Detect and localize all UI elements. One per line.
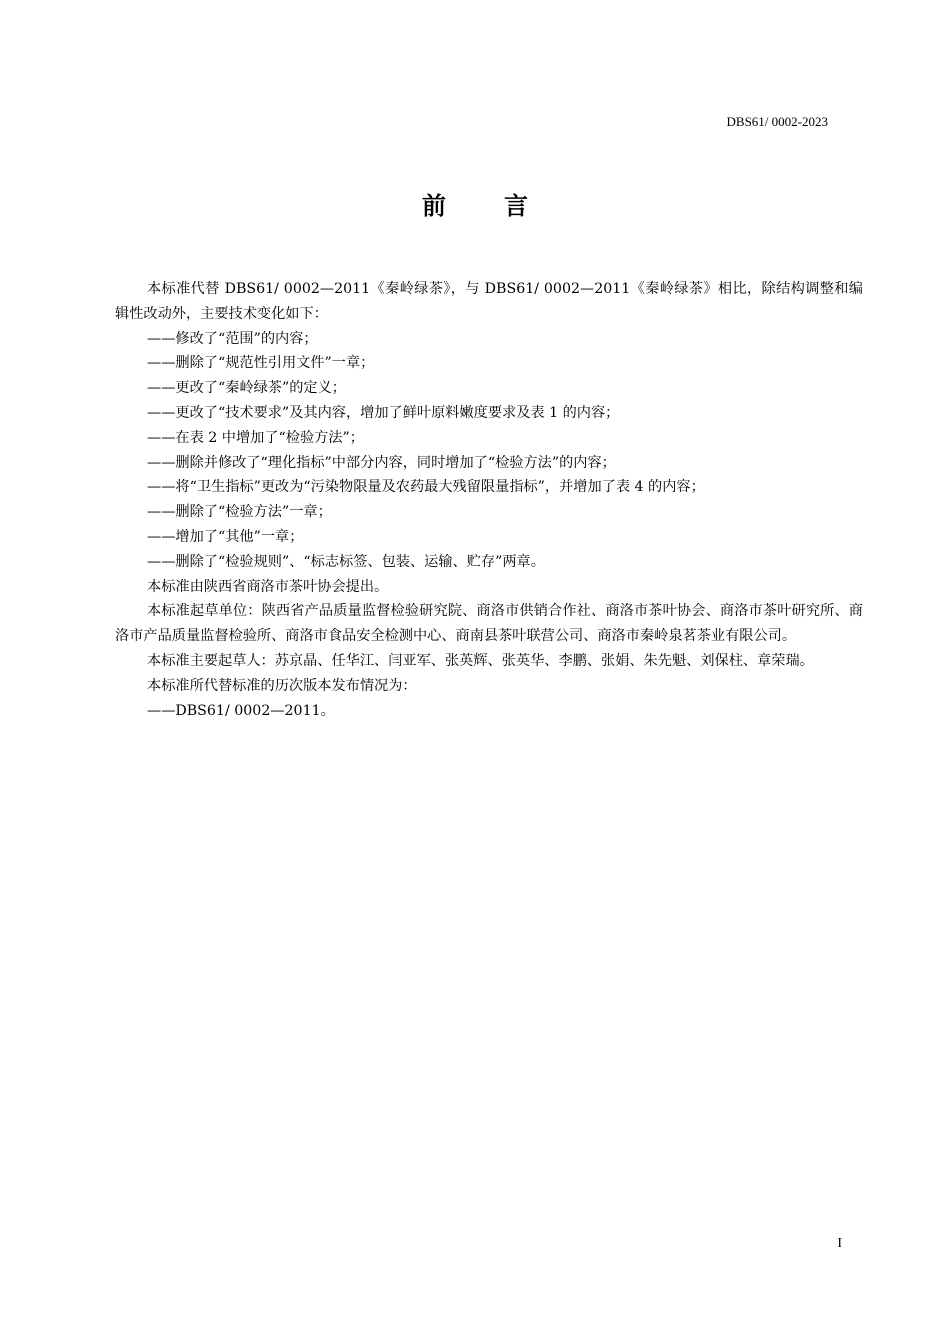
change-item: ——删除了“检验方法”一章； [147, 504, 332, 521]
drafting-units-paragraph: 本标准起草单位：陕西省产品质量监督检验研究院、商洛市供销合作社、商洛市茶叶协会、商洛市茶叶研究所、商洛市产品质量监督检验所、商洛市食品安全检测中心、商南县茶叶联营公司、商洛市秦岭泉茗茶业有限公司。 [115, 603, 863, 645]
drafters-paragraph: 本标准主要起草人：苏京晶、任华江、闫亚军、张英辉、张英华、李鹏、张娟、朱先魁、刘保柱、章荣瑞。 [147, 652, 814, 669]
change-item: ——在表 2 中增加了“检验方法”； [147, 429, 364, 446]
page-number: I [837, 1236, 842, 1251]
change-item: ——增加了“其他”一章； [147, 528, 304, 545]
change-item: ——更改了“秦岭绿茶”的定义； [147, 380, 346, 397]
change-item: ——更改了“技术要求”及其内容，增加了鲜叶原料嫩度要求及表 1 的内容； [147, 404, 620, 421]
history-paragraph: 本标准所代替标准的历次版本发布情况为： [147, 677, 417, 694]
change-item: ——删除并修改了“理化指标”中部分内容，同时增加了“检验方法”的内容； [147, 454, 616, 471]
intro-paragraph: 本标准代替 DBS61/ 0002—2011《秦岭绿茶》，与 DBS61/ 0002—2011《秦岭绿茶》相比，除结构调整和编辑性改动外，主要技术变化如下： [115, 281, 863, 322]
change-item: ——将“卫生指标”更改为“污染物限量及农药最大残留限量指标”，并增加了表 4 的内容； [147, 479, 705, 496]
foreword-body [115, 277, 863, 723]
proposer-paragraph: 本标准由陕西省商洛市茶叶协会提出。 [147, 578, 389, 595]
change-item: ——修改了“范围”的内容； [147, 330, 318, 347]
change-item: ——删除了“规范性引用文件”一章； [147, 355, 375, 372]
change-item: ——删除了“检验规则”、“标志标签、包装、运输、贮存”两章。 [147, 553, 545, 570]
page-title: 前言 [422, 192, 586, 220]
history-item: ——DBS61/ 0002—2011。 [147, 702, 335, 719]
document-code: DBS61/ 0002-2023 [726, 114, 828, 129]
